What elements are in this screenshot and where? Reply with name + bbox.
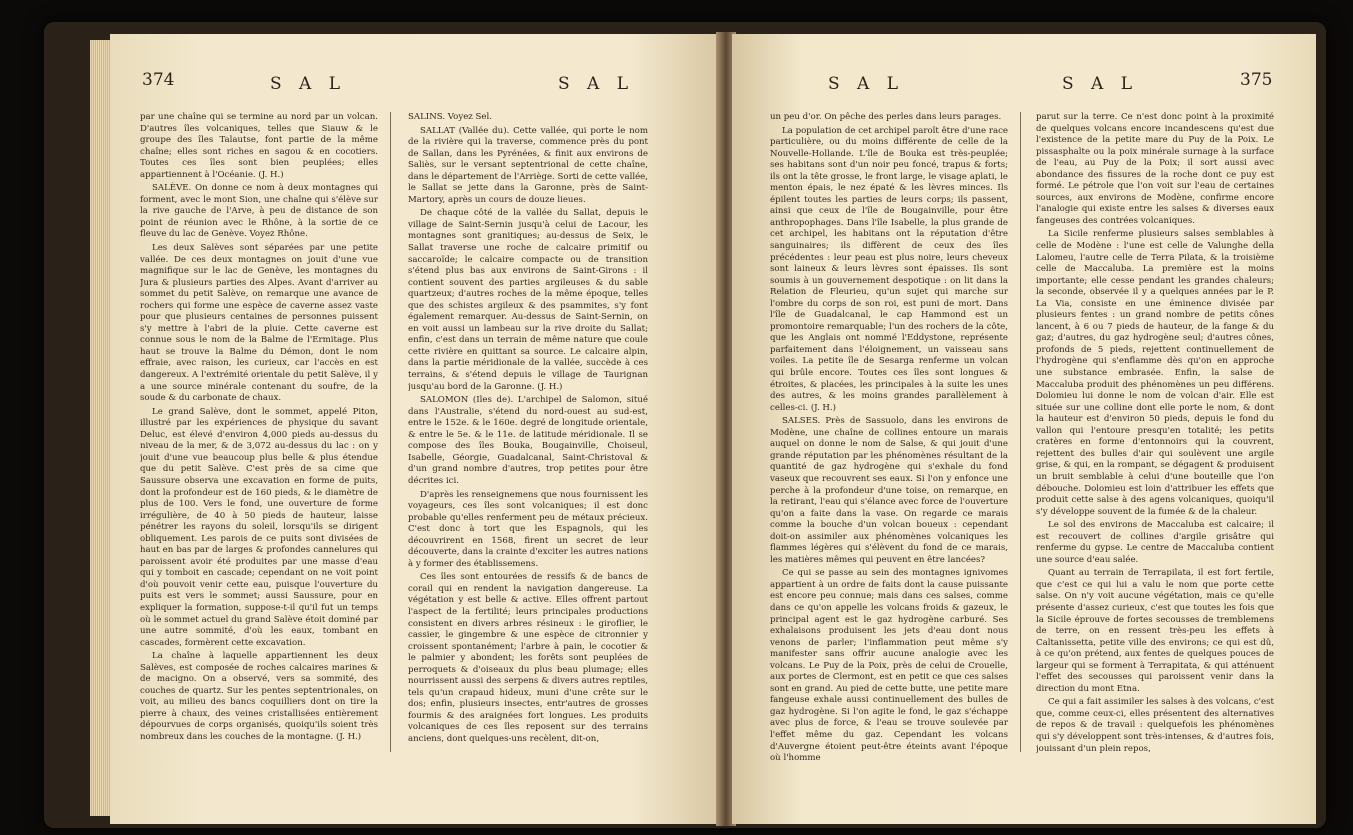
running-head-left-2: S A L [558, 74, 635, 94]
open-book [44, 22, 1326, 828]
paragraph: La Sicile renferme plusieurs salses semblables à celle de Modène : l'une est celle de Valunghe della Lalomeu, l'autre celle de Terra Pilata, & la troisième celle de Maccaluba. La première est la moins importante; elle cesse pendant les grandes chaleurs; la seconde, observée il y a quelques années par le P. La Via, consiste en une éminence divisée par plusieurs fentes : un grand nombre de petits cônes lancent, à 6 ou 7 pieds de hauteur, de la fange & du gaz; d'autres, du gaz hydrogène seul; d'autres cônes, profonds de 5 pieds, rejettent continuellement de l'hydrogène qui s'enflamme dès qu'on en approche une substance embrasée. Enfin, la salse de Maccaluba produit des phénomènes un peu différens. Dolomieu lui donne le nom de volcan d'air. Elle est située sur une colline dont elle porte le nom, & dont la hauteur est d'environ 50 pieds, depuis le fond du vallon qui l'entoure presqu'en totalité; les petits cratères en forme d'entonnoirs qui la couvrent, rejettent des bulles d'air qui soulèvent une argile grise, & qui, en la rompant, se dégagent & produisent un bruit semblable à celui d'une bouteille que l'on débouche. Dolomieu est loin d'attribuer les effets que produit cette salse à des agens volcaniques, quoiqu'il s'y développe souvent de la fumée & de la chaleur. [1036, 229, 1274, 517]
column-rule [390, 112, 391, 752]
paragraph: De chaque côté de la vallée du Sallat, depuis le village de Saint-Sernin jusqu'à celui de Lacour, les montagnes sont granitiques; au-dessus de Seix, le Sallat traverse une roche de calcaire primitif ou saccaroïde; le calcaire compacte ou de transition s'étend plus bas aux environs de Saint-Girons : il contient souvent des parties argileuses & du sable quartzeux; d'autres roches de la même époque, telles que des schistes argileux & des psammites, s'y font également remarquer. Au-dessus de Saint-Sernin, on en voit aussi un lambeau sur la rive droite du Sallat; enfin, c'est dans un terrain de même nature que coule cette rivière en quittant sa source. Le calcaire alpin, dans la partie méridionale de la vallée, succède à ces terrains, & s'étend depuis le village de Taurignan jusqu'au bord de la Garonne. (J. H.) [408, 208, 648, 392]
paragraph: Ce qui se passe au sein des montagnes ignivomes appartient à un ordre de faits dont la cause puissante est encore peu connue; mais dans ces salses, comme dans ce qu'on appelle les volcans froids & gazeux, le principal agent est le gaz hydrogène carburé. Ses exhalaisons produisent les jets d'eau dont nous venons de parler; l'inflammation peut même s'y manifester sans offrir aucune analogie avec les volcans. Le Puy de la Poix, près de celui de Crouelle, aux portes de Clermont, est en petit ce que ces salses sont en grand. Au pied de cette butte, une petite mare fangeuse exhale aussi continuellement des bulles de gaz hydrogène. Si l'on agite le fond, le gaz s'échappe avec plus de force, & l'eau se trouve soulevée par l'effet même du gaz. Cependant les volcans d'Auvergne étoient peut-être éteints avant l'époque où l'homme [770, 568, 1008, 764]
paragraph: SALÈVE. On donne ce nom à deux montagnes qui forment, avec le mont Sion, une chaîne qui s'élève sur la rive gauche de l'Arve, à peu de distance de son point de réunion avec le Rhône, à la sortie de ce fleuve du lac de Genève. Voyez Rhône. [140, 183, 378, 240]
right-page-column-2 [1036, 112, 1274, 802]
running-head-left-1: S A L [270, 74, 347, 94]
right-page-column-1 [770, 112, 1008, 802]
paragraph: SALSES. Près de Sassuolo, dans les environs de Modène, une chaîne de collines entoure un marais auquel on donne le nom de Salse, & qui jouit d'une grande réputation par les phénomènes résultant de la quantité de gaz hydrogène qui s'exhale du fond vaseux que recouvrent ses eaux. Si l'on y enfonce une perche à la profondeur d'une toise, on remarque, en la retirant, l'eau qui s'élance avec force de l'ouverture qu'on a faite dans la vase. On regarde ce marais comme la bouche d'un volcan boueux : cependant doit-on assimiler aux phénomènes volcaniques les flammes légères qui s'élèvent du fond de ce marais, les matières mêmes qui peuvent en être lancées? [770, 416, 1008, 565]
right-page [732, 34, 1316, 824]
page-number-right: 375 [1240, 70, 1273, 90]
paragraph: La chaîne à laquelle appartiennent les deux Salèves, est composée de roches calcaires marines & de macigno. On a observé, vers sa sommité, des couches de quartz. Sur les pentes septentrionales, on voit, au milieu des bancs coquilliers dont on tire la pierre à chaux, des veines cristallisées entièrement dépourvues de corps organisés, quoiqu'ils soient très nombreux dans les couches de la montagne. (J. H.) [140, 651, 378, 742]
paragraph: SALLAT (Vallée du). Cette vallée, qui porte le nom de la rivière qui la traverse, commence près du pont de Sallan, dans les Pyrénées, & finit aux environs de Saliès, sur le versant septentrional de cette chaîne, dans le département de l'Arriège. Sorti de cette vallée, le Sallat se jette dans la Garonne, près de Saint-Martory, après un cours de douze lieues. [408, 125, 648, 205]
paragraph: SALINS. Voyez Sel. [408, 112, 493, 122]
paragraph: Ce qui a fait assimiler les salses à des volcans, c'est que, comme ceux-ci, elles présentent des alternatives de repos & de travail : quelquefois les phénomènes qui s'y développent sont très-intenses, & d'autres fois, jouissant d'un plein repos, [1036, 697, 1274, 754]
paragraph: D'après les renseignemens que nous fournissent les voyageurs, ces îles sont volcaniques; il est donc probable qu'elles renferment peu de métaux précieux. C'est donc à tort que les Espagnols, qui les découvrirent en 1568, firent un secret de leur découverte, dans la crainte d'exciter les autres nations à y former des établissemens. [408, 489, 648, 569]
left-page-column-2 [408, 112, 648, 802]
paragraph: SALOMON (Iles de). L'archipel de Salomon, situé dans l'Australie, s'étend du nord-ouest au sud-est, entre le 152e. & le 160e. degré de longitude orientale, & entre le 5e. & le 11e. de latitude méridionale. Il se compose des îles Bouka, Bougainville, Choiseul, Isabelle, Géorgie, Guadalcanal, Saint-Christoval & d'un grand nombre d'autres, trop petites pour être décrites ici. [408, 395, 648, 486]
running-head-right-1: S A L [828, 74, 905, 94]
paragraph: Les deux Salèves sont séparées par une petite vallée. De ces deux montagnes on jouit d'une vue magnifique sur le lac de Genève, les montagnes du Jura & plusieurs parties des Alpes. Avant d'arriver au sommet du petit Salève, on remarque une avance de rochers qui forme une espèce de caverne assez vaste pour que plusieurs centaines de personnes puissent s'y mettre à l'abri de la pluie. Cette caverne est connue sous le nom de la Balme de l'Ermitage. Plus haut se trouve la Balme du Démon, dont le nom effraie, avec raison, les curieux, car l'accès en est dangereux. A l'extrémité orientale du petit Salève, il y a une source minérale contenant du soufre, de la soude & du carbonate de chaux. [140, 243, 378, 404]
paragraph: un peu d'or. On pêche des perles dans leurs parages. [770, 112, 1002, 122]
left-page-column-1 [140, 112, 378, 802]
paragraph: Le sol des environs de Maccaluba est calcaire; il est recouvert de collines d'argile grisâtre qui renferme du gypse. Le centre de Maccaluba contient une source d'eau salée. [1036, 520, 1274, 565]
page-edges-left [90, 40, 112, 816]
paragraph: parut sur la terre. Ce n'est donc point à la proximité de quelques volcans encore incandescens qu'est due l'existence de la petite mare du Puy de la Poix. Le pissasphalte ou la poix minérale surnage à la surface de l'eau, au Puy de la Poix; il sort aussi avec abondance des fissures de la roche dont ce puy est formé. Le pétrole que l'on voit sur l'eau de certaines sources, aux environs de Modène, confirme encore l'analogie qui existe entre les salses & diverses eaux fangeuses des contrées volcaniques. [1036, 112, 1274, 226]
column-rule [1020, 112, 1021, 752]
paragraph: Le grand Salève, dont le sommet, appelé Piton, illustré par les expériences de physique du savant Deluc, est élevé d'environ 4,000 pieds au-dessus du niveau de la mer, & de 3,072 au-dessus du lac : on y jouit d'une vue beaucoup plus belle & plus étendue que du petit Salève. C'est près de sa cime que Saussure observa une excavation en forme de puits, dont la profondeur est de 160 pieds, & le diamètre de plus de 100. Vers le fond, une ouverture de forme irrégulière, de 40 à 50 pieds de hauteur, laisse pénétrer les rayons du soleil, lorsqu'ils se dirigent obliquement. Les parois de ce puits sont divisées de haut en bas par de larges & profondes cannelures qui paroissent avoir été produites par une masse d'eau qui y tomboit en cascade; cependant on ne voit point d'où pouvoit venir cette eau, puisque l'ouverture du puits est vers le sommet; aussi Saussure, pour en expliquer la formation, suppose-t-il qu'il fut un temps où le sommet actuel du grand Salève étoit dominé par une autre sommité, d'où les eaux, tombant en cascades, formèrent cette excavation. [140, 406, 378, 648]
page-number-left: 374 [142, 70, 175, 90]
paragraph: Quant au terrain de Terrapilata, il est fort fertile, que c'est ce qui lui a valu le nom que porte cette salse. On n'y voit aucune végétation, mais ce qu'elle présente d'assez curieux, c'est que toutes les fois que la Sicile éprouve de fortes secousses de tremblemens de terre, on en ressent très-peu les effets à Caltanissetta, petite ville des environs; ce qui est dû, à ce qu'on prétend, aux fentes de quelques pouces de largeur qui se forment à Terrapitata, & qui atténuent l'effet des secousses qui paroissent venir dans la direction du mont Etna. [1036, 568, 1274, 694]
left-page [110, 34, 720, 824]
paragraph: par une chaîne qui se termine au nord par un volcan. D'autres îles volcaniques, telles que Siauw & le groupe des îles Talautse, font partie de la même chaîne; elles sont riches en sagou & en cocotiers. Toutes ces îles sont bien peuplées; elles appartiennent à l'Océanie. (J. H.) [140, 112, 378, 180]
running-head-right-2: S A L [1062, 74, 1139, 94]
paragraph: La population de cet archipel paroît être d'une race particulière, ou du moins différente de celle de la Nouvelle-Hollande. L'île de Bouka est très-peuplée; ses habitans sont d'un noir peu foncé, trapus & forts; ils ont la tête grosse, le front large, le visage aplati, le menton épais, le nez épaté & les lèvres minces. Ils épilent toutes les parties de leurs corps; ils passent, ainsi que ceux de l'île de Bougainville, pour être anthropophages. Dans l'île Isabelle, la plus grande de cet archipel, les habitans ont la réputation d'être sanguinaires; ils diffèrent de ceux des îles précédentes : leur peau est plus noire, leurs cheveux sont laineux & leurs lèvres sont épaisses. Ils sont soumis à un gouvernement despotique : on lit dans la Relation de Fleurieu, qu'un sujet qui marche sur l'ombre du corps de son roi, est puni de mort. Dans l'île de Guadalcanal, le cap Hammond est un promontoire remarquable; l'un des rochers de la côte, que les Anglais ont nommé l'Eddystone, représente parfaitement dans l'éloignement, un vaisseau sans voiles. La petite île de Sesarga renferme un volcan qui brûle encore. Toutes ces îles sont longues & étroites, & placées, les principales à la suite les unes des autres, & les moins grandes parallèlement à celles-ci. (J. H.) [770, 125, 1008, 413]
paragraph: Ces îles sont entourées de ressifs & de bancs de corail qui en rendent la navigation dangereuse. La végétation y est belle & active. Elles offrent partout l'aspect de la fertilité; leurs principales productions consistent en divers arbres résineux : le giroflier, le cassier, le gingembre & une espèce de citronnier y croissent spontanément; l'arbre à pain, le cocotier & le palmier y abondent; les forêts sont peuplées de perroquets & d'oiseaux du plus beau plumage; elles nourrissent aussi des serpens & divers autres reptiles, tels qu'un crapaud hideux, muni d'une crête sur le dos; enfin, plusieurs insectes, entr'autres de grosses fourmis & des araignées fort longues. Les produits volcaniques de ces îles reposent sur des terrains anciens, dont quelques-uns recèlent, dit-on, [408, 572, 648, 744]
